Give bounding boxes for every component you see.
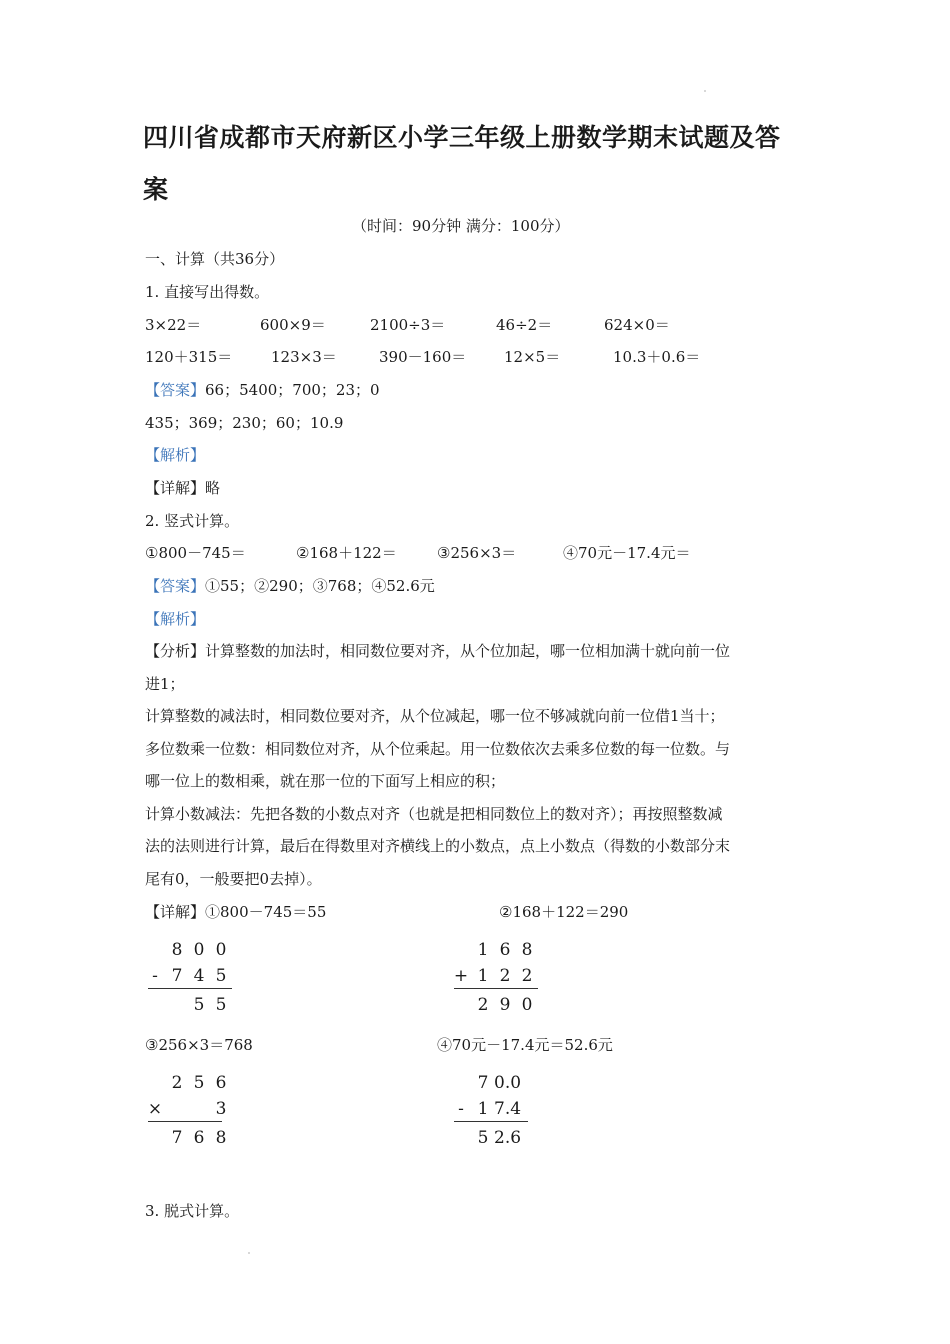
- analysis-line: 计算整数的减法时，相同数位要对齐，从个位减起，哪一位不够减就向前一位借1当十；: [145, 707, 725, 725]
- calc-row: 7 0.0: [477, 1073, 522, 1093]
- calc-result: 7 6 8: [148, 1121, 222, 1148]
- answer-label: 【答案】: [145, 381, 206, 399]
- q1-item: 10.3＋0.6＝: [613, 348, 701, 366]
- q1-item: 3×22＝: [145, 316, 202, 334]
- analysis-line: 尾有0，一般要把0去掉）。: [145, 870, 322, 888]
- q1-answer-line2: 435；369；230；60；10.9: [145, 414, 344, 432]
- analysis-line: 计算小数减法：先把各数的小数点对齐（也就是把相同数位上的数对齐）；再按照整数减: [145, 805, 723, 823]
- calc-result: 2 9 0: [454, 988, 538, 1015]
- vertical-calc-b: [450, 940, 538, 1015]
- answer-label: 【答案】: [145, 577, 206, 595]
- q2-detail-b: ②168＋122＝290: [499, 903, 629, 921]
- q1-item: 2100÷3＝: [370, 316, 446, 334]
- document-title-line2: 案: [143, 175, 169, 204]
- exam-time-score: （时间：90分钟 满分：100分）: [352, 217, 570, 235]
- section-heading: 一、计算（共36分）: [145, 250, 285, 268]
- q2-detail-c: ③256×3＝768: [145, 1036, 253, 1054]
- calc-row: + 1 2 2: [453, 966, 533, 986]
- calc-row: 1 6 8: [477, 940, 533, 960]
- q1-item: 600×9＝: [260, 316, 326, 334]
- analysis-line: 法的法则进行计算，最后在得数里对齐横线上的小数点，点上小数点（得数的小数部分末: [145, 837, 731, 855]
- q1-detail: 【详解】略: [145, 479, 221, 497]
- detail-text: ①800－745＝55: [205, 903, 327, 921]
- calc-row: - 1 7.4: [458, 1099, 522, 1119]
- q2-detail-a: [145, 901, 326, 922]
- calc-result: 5 2.6: [454, 1121, 528, 1148]
- q1-item: 390－160＝: [379, 348, 467, 366]
- scan-dot: [248, 1252, 250, 1254]
- q2-item: ③256×3＝: [437, 544, 517, 562]
- answer-text: 66；5400；700；23；0: [205, 381, 380, 399]
- q1-item: 123×3＝: [271, 348, 337, 366]
- q1-heading: 1. 直接写出得数。: [145, 283, 270, 301]
- q1-analysis-label: 【解析】: [145, 446, 206, 464]
- scan-dot: [704, 90, 706, 92]
- q1-item: 46÷2＝: [496, 316, 553, 334]
- q1-item: 120＋315＝: [145, 348, 233, 366]
- q2-analysis-label: 【解析】: [145, 610, 206, 628]
- vertical-calc-a: [144, 940, 232, 1015]
- document-title-line1: 四川省成都市天府新区小学三年级上册数学期末试题及答: [143, 123, 781, 152]
- analysis-line: 哪一位上的数相乘，就在那一位的下面写上相应的积；: [145, 772, 506, 790]
- q1-item: 12×5＝: [504, 348, 561, 366]
- analysis-line: 【分析】计算整数的加法时，相同数位要对齐，从个位加起，哪一位相加满十就向前一位: [145, 642, 731, 660]
- answer-text: ①55；②290；③768；④52.6元: [205, 577, 435, 595]
- detail-label: 【详解】: [145, 903, 206, 921]
- q1-answer: [145, 379, 380, 400]
- q2-item: ②168＋122＝: [296, 544, 397, 562]
- vertical-calc-c: [144, 1073, 232, 1148]
- q2-answer: [145, 575, 435, 596]
- q2-item: ④70元－17.4元＝: [563, 544, 691, 562]
- q3-heading: 3. 脱式计算。: [145, 1202, 240, 1220]
- q2-detail-d: ④70元－17.4元＝52.6元: [437, 1036, 613, 1054]
- analysis-line: 多位数乘一位数：相同数位对齐，从个位乘起。用一位数依次去乘多位数的每一位数。与: [145, 740, 731, 758]
- calc-row: 8 0 0: [171, 940, 227, 960]
- calc-row: × 3: [147, 1099, 227, 1119]
- q1-item: 624×0＝: [604, 316, 670, 334]
- q2-item: ①800－745＝: [145, 544, 246, 562]
- q2-heading: 2. 竖式计算。: [145, 512, 240, 530]
- analysis-line: 进1；: [145, 675, 185, 693]
- vertical-calc-d: [450, 1073, 538, 1148]
- calc-row: - 7 4 5: [152, 966, 227, 986]
- calc-result: 5 5: [148, 988, 232, 1015]
- calc-row: 2 5 6: [171, 1073, 227, 1093]
